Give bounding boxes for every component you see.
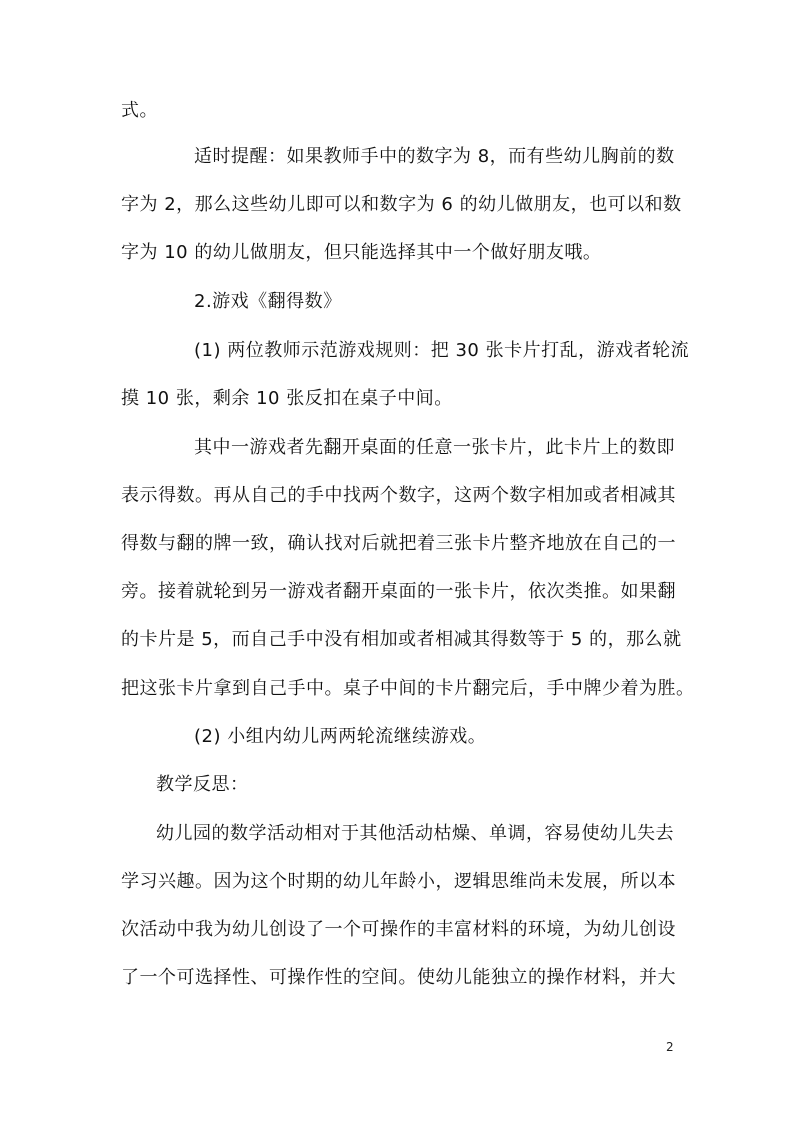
text-line-3: 字为 2，那么这些幼儿即可以和数字为 6 的幼儿做朋友，也可以和数 bbox=[121, 194, 682, 215]
text-line-9: 表示得数。再从自己的手中找两个数字，这两个数字相加或者相减其 bbox=[121, 485, 676, 506]
text-line-8: 其中一游戏者先翻开桌面的任意一张卡片，此卡片上的数即 bbox=[194, 437, 675, 458]
text-line-7: 摸 10 张，剩余 10 张反扣在桌子中间。 bbox=[121, 388, 453, 409]
text-line-2: 适时提醒：如果教师手中的数字为 8，而有些幼儿胸前的数 bbox=[194, 146, 675, 167]
text-line-16: 幼儿园的数学活动相对于其他活动枯燥、单调，容易使幼儿失去 bbox=[156, 823, 674, 844]
subheading-reflection: 教学反思： bbox=[156, 774, 249, 795]
text-line-6: (1) 两位教师示范游戏规则：把 30 张卡片打乱，游戏者轮流 bbox=[194, 340, 690, 361]
text-line-14: (2) 小组内幼儿两两轮流继续游戏。 bbox=[194, 726, 487, 747]
text-line-18: 次活动中我为幼儿创设了一个可操作的丰富材料的环境，为幼儿创设 bbox=[121, 919, 676, 940]
page-number: 2 bbox=[666, 1040, 674, 1054]
text-line-13: 把这张卡片拿到自己手中。桌子中间的卡片翻完后，手中牌少着为胜。 bbox=[121, 678, 695, 699]
subheading-game: 2.游戏《翻得数》 bbox=[194, 291, 342, 312]
text-line-4: 字为 10 的幼儿做朋友，但只能选择其中一个做好朋友哦。 bbox=[121, 242, 602, 263]
text-line-17: 学习兴趣。因为这个时期的幼儿年龄小，逻辑思维尚未发展，所以本 bbox=[121, 871, 676, 892]
text-line-19: 了一个可选择性、可操作性的空间。使幼儿能独立的操作材料，并大 bbox=[121, 967, 676, 988]
text-line-12: 的卡片是 5，而自己手中没有相加或者相减其得数等于 5 的，那么就 bbox=[121, 629, 682, 650]
text-line-1: 式。 bbox=[121, 100, 158, 121]
text-line-11: 旁。接着就轮到另一游戏者翻开桌面的一张卡片，依次类推。如果翻 bbox=[121, 581, 676, 602]
text-line-10: 得数与翻的牌一致，确认找对后就把着三张卡片整齐地放在自己的一 bbox=[121, 533, 676, 554]
